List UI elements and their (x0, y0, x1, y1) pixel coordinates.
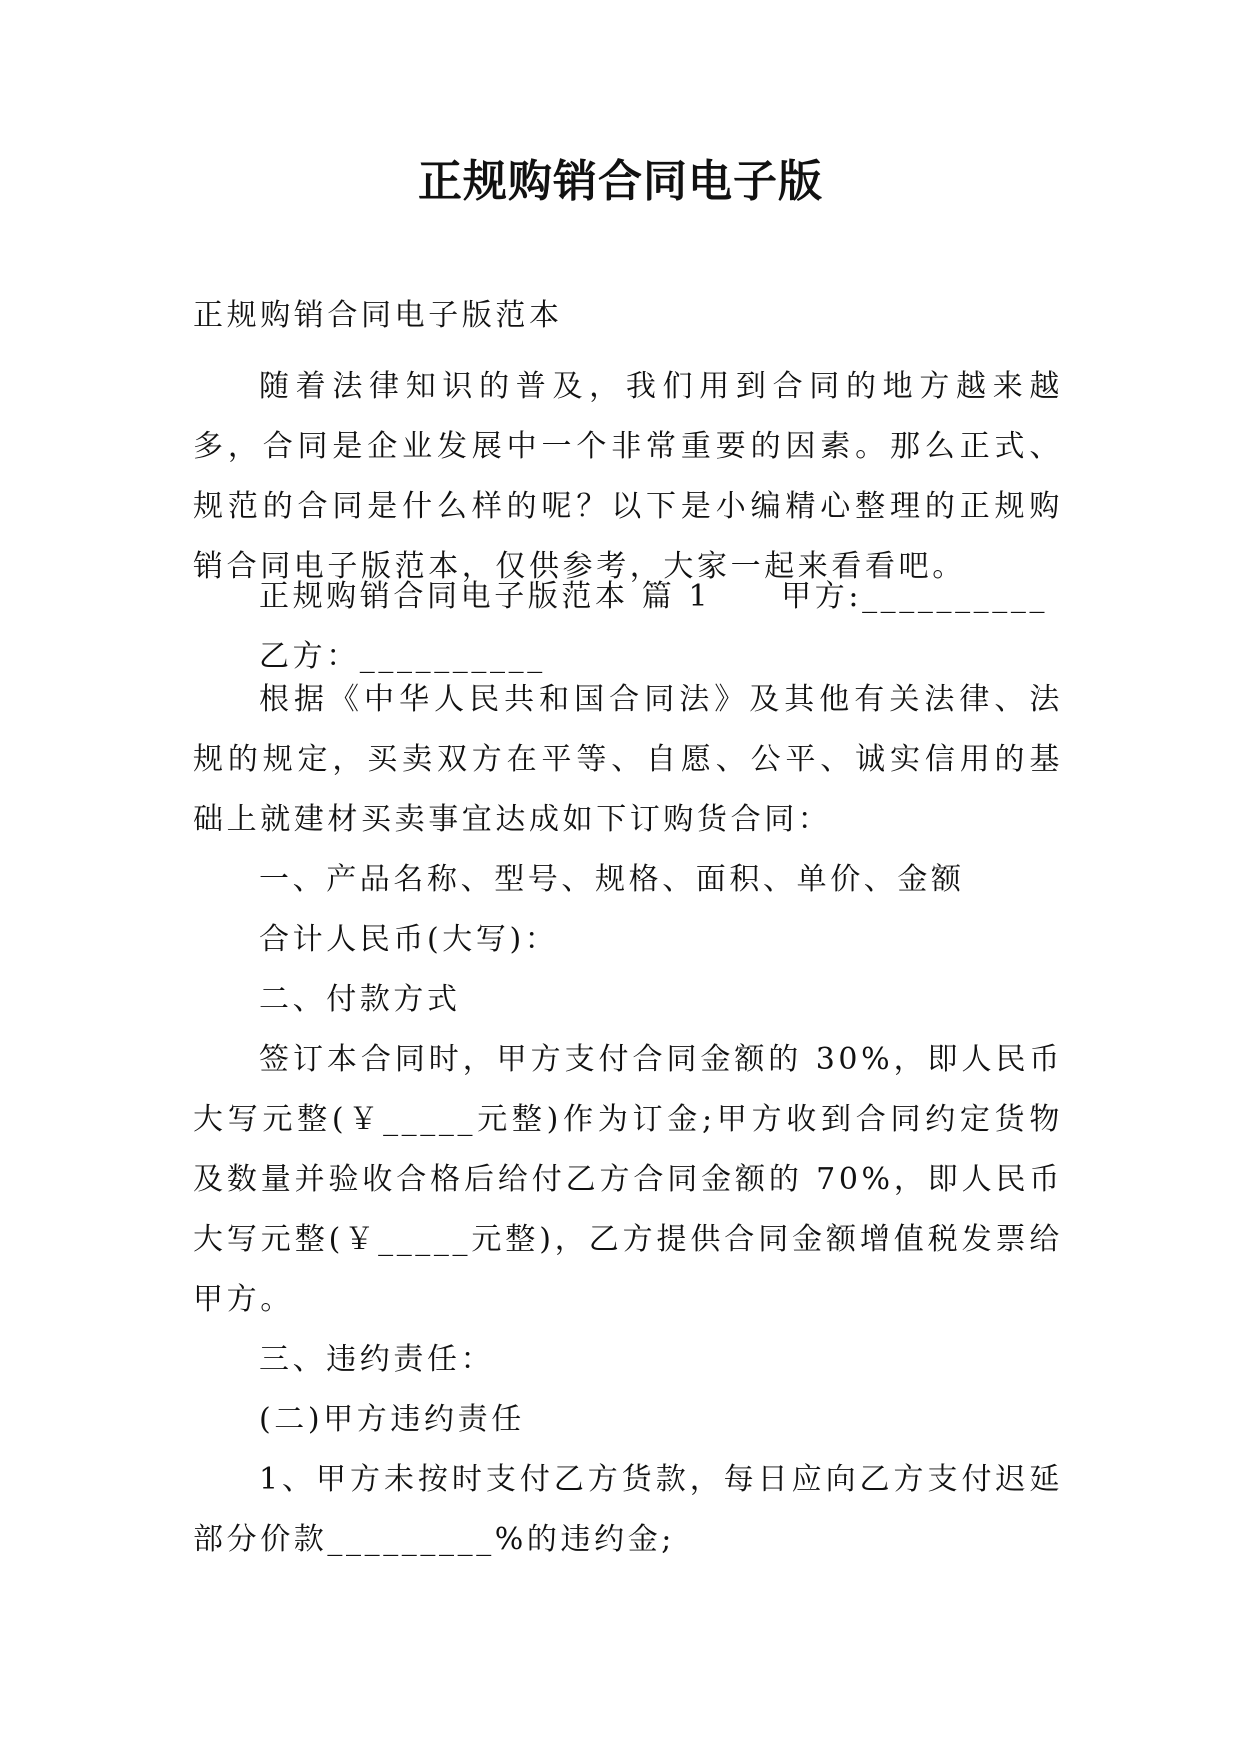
intro-block (193, 357, 1063, 597)
party-a-line (193, 567, 1063, 627)
document-subtitle: 正规购销合同电子版范本 (193, 298, 563, 333)
intro-paragraph: 随着法律知识的普及，我们用到合同的地方越来越多，合同是企业发展中一个非常重要的因素。那么正式、规范的合同是什么样的呢？以下是小编精心整理的正规购销合同电子版范本，仅供参考，大家一起来看看吧。 (193, 369, 1063, 584)
basis-paragraph: 根据《中华人民共和国合同法》及其他有关法律、法规的规定，买卖双方在平等、自愿、公平、诚实信用的基础上就建材买卖事宜达成如下订购货合同： (193, 682, 1063, 837)
clause-3-heading: 三、违约责任： (259, 1342, 495, 1377)
document-title: 正规购销合同电子版 (418, 156, 823, 207)
item-1-paragraph: 1、甲方未按时支付乙方货款，每日应向乙方支付迟延部分价款_________%的违约金; (193, 1462, 1063, 1557)
section-heading: 正规购销合同电子版范本 篇 1 (259, 579, 712, 614)
contract-parties-block (193, 567, 1063, 687)
clause-2-heading: 二、付款方式 (259, 982, 461, 1017)
party-b-line: 乙方：__________ (259, 639, 546, 674)
sub-clause-heading: (二)甲方违约责任 (259, 1402, 525, 1437)
party-a-field: 甲方:__________ (781, 579, 1049, 614)
total-amount-line: 合计人民币(大写)： (259, 922, 559, 957)
contract-body-block (193, 670, 1063, 1570)
clause-1-heading: 一、产品名称、型号、规格、面积、单价、金额 (259, 862, 965, 897)
payment-paragraph: 签订本合同时，甲方支付合同金额的 30%，即人民币大写元整(￥_____元整)作为订金;甲方收到合同约定货物及数量并验收合格后给付乙方合同金额的 70%，即人民币大写元整(￥_____元整)，乙方提供合同金额增值税发票给甲方。 (193, 1042, 1063, 1317)
